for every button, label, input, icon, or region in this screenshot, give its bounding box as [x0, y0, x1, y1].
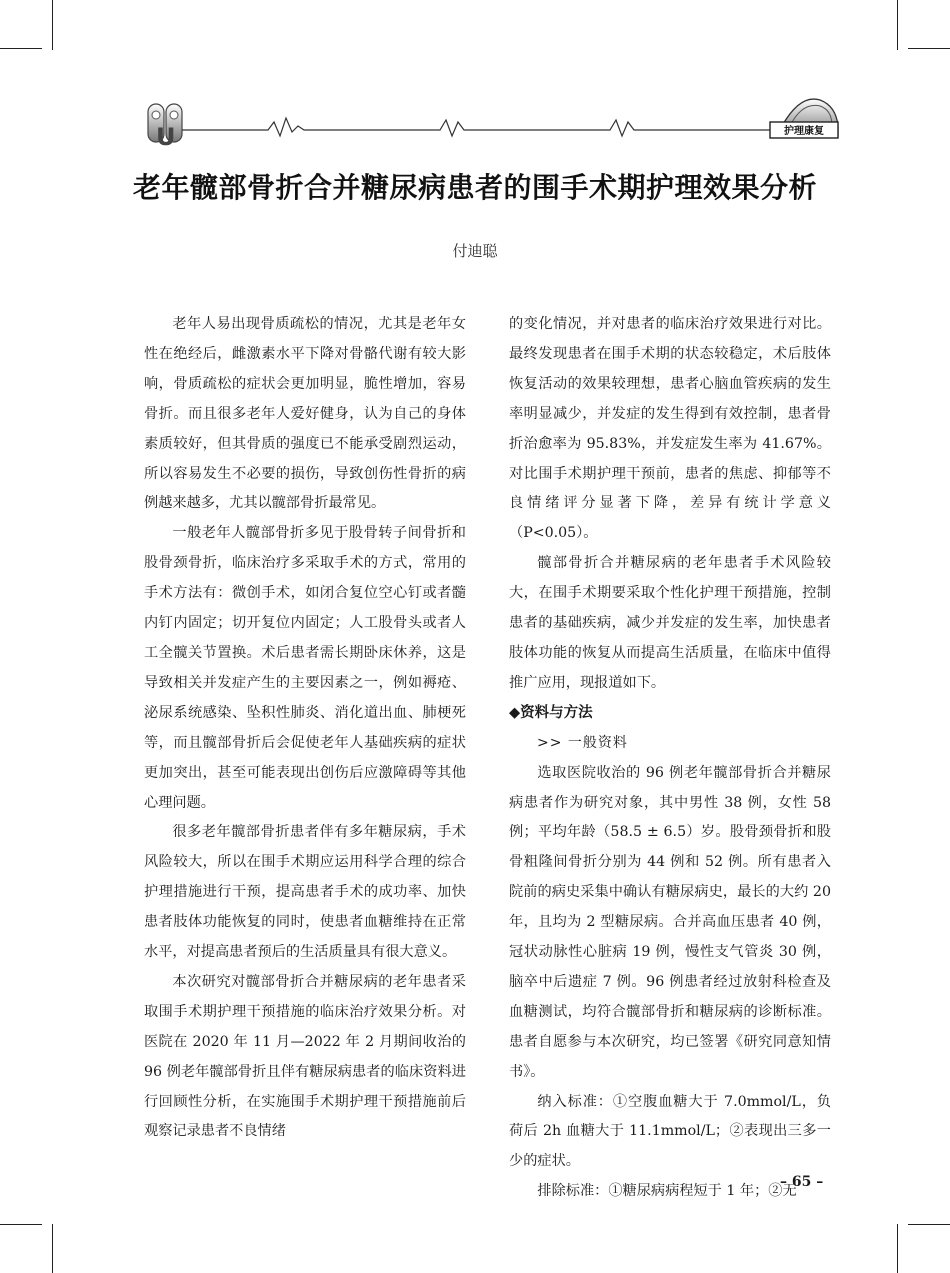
paragraph: 老年人易出现骨质疏松的情况，尤其是老年女性在绝经后，雌激素水平下降对骨骼代谢有较大影响，骨质疏松的症状会更加明显，脆性增加，容易骨折。而且很多老年人爱好健身，认为自己的身体素质较好，但其骨质的强度已不能承受剧烈运动，所以容易发生不必要的损伤，导致创伤性骨折的病例越来越多，尤其以髋部骨折最常见。 [144, 316, 466, 512]
crop-mark-bottom-left-v [52, 1224, 53, 1273]
paragraph: 选取医院收治的 96 例老年髋部骨折合并糖尿病患者作为研究对象，其中男性 38 例，女性 58 例；平均年龄（58.5 ± 6.5）岁。股骨颈骨折和股骨粗隆间骨折分别为 44 例和 52 例。所有患者入院前的病史采集中确认有糖尿病史，最长的大约 20 年，且均为 2 型糖尿病。合并高血压患者 40 例，冠状动脉性心脏病 19 例，慢性支气管炎 30 例，脑卒中后遗症 7 例。96 例患者经过放射科检查及血糖测试，均符合髋部骨折和糖尿病的诊断标准。患者自愿参与本次研究，均已签署《研究同意知情书》。 [509, 764, 831, 1080]
header-ornament [140, 92, 840, 152]
svg-text:U: U [156, 123, 176, 151]
right-column [509, 310, 831, 1207]
author-name: 付迪聪 [452, 242, 498, 260]
crop-mark-top-left-v [52, 0, 53, 50]
crop-mark-bottom-right-h [908, 1224, 950, 1225]
left-column [144, 310, 466, 1147]
svg-text:护理康复: 护理康复 [784, 126, 824, 137]
page-number: – 65 – [780, 1174, 824, 1190]
logo-icon [148, 104, 182, 151]
section-heading: ◆资料与方法 [509, 704, 593, 721]
paragraph: 髋部骨折合并糖尿病的老年患者手术风险较大，在围手术期要采取个性化护理干预措施，控制患者的基础疾病，减少并发症的发生率，加快患者肢体功能的恢复从而提高生活质量，在临床中值得推广应用，现报道如下。 [509, 555, 831, 691]
paragraph: 很多老年髋部骨折患者伴有多年糖尿病，手术风险较大，所以在围手术期应运用科学合理的综合护理措施进行干预，提高患者手术的成功率、加快患者肢体功能恢复的同时，使患者血糖维持在正常水平，对提高患者预后的生活质量具有很大意义。 [144, 824, 466, 961]
header-tab-icon [770, 99, 838, 138]
paragraph: 本次研究对髋部骨折合并糖尿病的老年患者采取围手术期护理干预措施的临床治疗效果分析。对医院在 2020 年 11 月—2022 年 2 月期间收治的 96 例老年髋部骨折且伴有糖尿病患者的临床资料进行回顾性分析，在实施围手术期护理干预措施前后观察记录患者不良情绪 [144, 973, 466, 1140]
article-title: 老年髋部骨折合并糖尿病患者的围手术期护理效果分析 [132, 171, 817, 204]
crop-mark-top-left-h [0, 48, 42, 49]
paragraph: 排除标准：①糖尿病病程短于 1 年；②无 [537, 1183, 797, 1200]
paragraph: 纳入标准：①空腹血糖大于 7.0mmol/L，负荷后 2h 血糖大于 11.1mmol/L；②表现出三多一少的症状。 [509, 1093, 831, 1170]
paragraph: 一般老年人髋部骨折多见于股骨转子间骨折和股骨颈骨折，临床治疗多采取手术的方式，常用的手术方法有：微创手术，如闭合复位空心钉或者髓内钉内固定；切开复位内固定；人工股骨头或者人工全髋关节置换。术后患者需长期卧床休养，这是导致相关并发症产生的主要因素之一，例如褥疮、泌尿系统感染、坠积性肺炎、消化道出血、肺梗死等，而且髋部骨折后会促使老年人基础疾病的症状更加突出，甚至可能表现出创伤后应激障碍等其他心理问题。 [144, 525, 466, 811]
crop-mark-bottom-left-h [0, 1224, 42, 1225]
crop-mark-top-right-v [897, 0, 898, 50]
paragraph-continuation: 的变化情况，并对患者的临床治疗效果进行对比。最终发现患者在围手术期的状态较稳定，术后肢体恢复活动的效果较理想，患者心脑血管疾病的发生率明显减少，并发症的发生得到有效控制，患者骨折治愈率为 95.83%，并发症发生率为 41.67%。对比围手术期护理干预前，患者的焦虑、抑郁等不良情绪评分显著下降，差异有统计学意义（P<0.05）。 [509, 316, 831, 542]
crop-mark-top-right-h [908, 48, 950, 49]
crop-mark-bottom-right-v [897, 1224, 898, 1273]
subsection-heading: >> 一般资料 [537, 734, 628, 751]
header-zigzag-line [182, 118, 780, 136]
